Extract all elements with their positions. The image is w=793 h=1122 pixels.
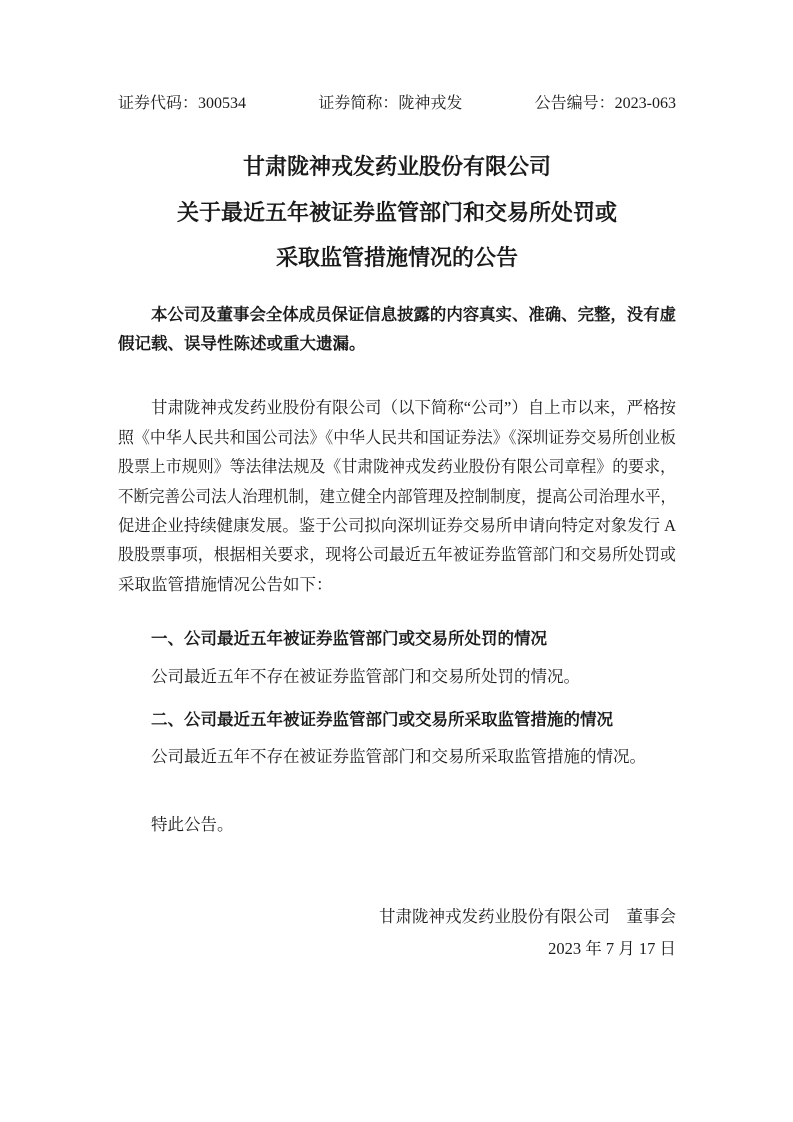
section-2-body: 公司最近五年不存在被证券监管部门和交易所采取监管措施的情况。 (151, 746, 646, 766)
doc-header (118, 94, 676, 114)
stock-code: 证券代码：300534 (118, 95, 247, 112)
intro-line: 促进企业持续健康发展。鉴于公司拟向深圳证券交易所申请向特定对象发行 A (118, 515, 676, 535)
intro-line: 不断完善公司法人治理机制，建立健全内部管理及控制制度，提高公司治理水平， (118, 486, 676, 506)
intro-line: 采取监管措施情况公告如下： (118, 574, 333, 594)
section-1-heading: 一、公司最近五年被证券监管部门或交易所处罚的情况 (151, 629, 547, 649)
announcement-no: 公告编号：2023-063 (534, 95, 676, 112)
doc-title (118, 144, 676, 281)
title-line-3: 采取监管措施情况的公告 (275, 245, 518, 270)
intro-line: 照《中华人民共和国公司法》《中华人民共和国证券法》《深圳证券交易所创业板 (118, 427, 676, 447)
signature-company: 甘肃陇神戎发药业股份有限公司 董事会 (379, 906, 676, 926)
declaration-line: 本公司及董事会全体成员保证信息披露的内容真实、准确、完整，没有虚 (151, 304, 676, 324)
intro-line: 甘肃陇神戎发药业股份有限公司（以下简称“公司”）自上市以来，严格按 (151, 398, 676, 418)
intro-paragraph (118, 393, 676, 599)
title-line-2: 关于最近五年被证券监管部门和交易所处罚或 (176, 199, 617, 225)
declaration-paragraph (118, 300, 676, 359)
closing-statement: 特此公告。 (151, 814, 234, 834)
declaration-line: 假记载、误导性陈述或重大遗漏。 (118, 333, 366, 353)
signature-date: 2023 年 7 月 17 日 (548, 938, 676, 958)
signature-block (118, 901, 676, 965)
intro-line: 股股票事项，根据相关要求，现将公司最近五年被证券监管部门和交易所处罚或 (118, 545, 676, 565)
section-2-heading: 二、公司最近五年被证券监管部门或交易所采取监管措施的情况 (151, 709, 613, 729)
stock-abbr: 证券简称：陇神戎发 (318, 95, 463, 112)
section-1-body: 公司最近五年不存在被证券监管部门和交易所处罚的情况。 (151, 667, 580, 687)
title-line-1: 甘肃陇神戎发药业股份有限公司 (242, 154, 551, 179)
intro-line: 股票上市规则》等法律法规及《甘肃陇神戎发药业股份有限公司章程》的要求， (118, 457, 676, 477)
